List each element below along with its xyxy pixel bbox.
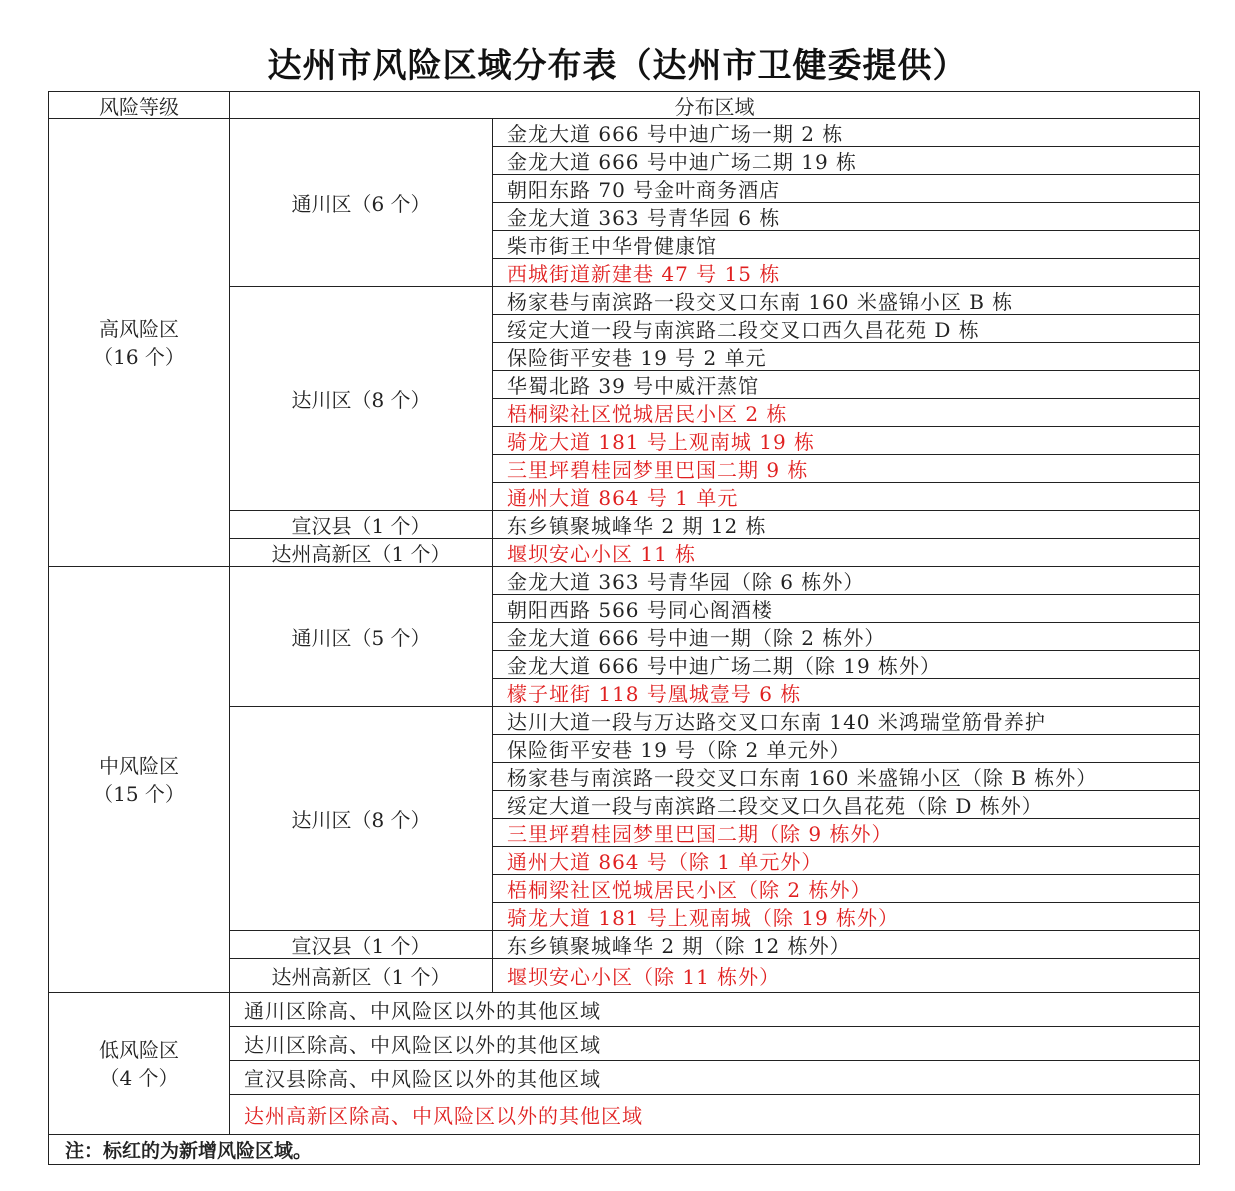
area-item-text: 金龙大道 666 号中迪广场一期 2 栋 [507, 122, 844, 146]
area-item-text: 金龙大道 666 号中迪一期（除 2 栋外） [507, 626, 886, 650]
area-item [493, 147, 1199, 175]
area-item-text: 三里坪碧桂园梦里巴国二期 9 栋 [507, 458, 809, 482]
area-item [493, 819, 1199, 847]
area-item-text: 梧桐梁社区悦城居民小区 2 栋 [507, 402, 788, 426]
area-item-text: 杨家巷与南滨路一段交叉口东南 160 米盛锦小区 B 栋 [507, 290, 1014, 314]
area-item-text: 达川区除高、中风险区以外的其他区域 [244, 1033, 601, 1057]
district-cell [230, 511, 493, 539]
district-name: 通川区（6 个） [291, 192, 431, 216]
low-area-item [230, 1095, 1199, 1135]
header-distribution-area [230, 92, 1199, 119]
header-risk-level [49, 92, 230, 119]
district-name: 达州高新区（1 个） [271, 965, 451, 989]
area-item-text: 金龙大道 666 号中迪广场二期（除 19 栋外） [507, 654, 942, 678]
area-item [493, 595, 1199, 623]
area-item [493, 511, 1199, 539]
area-item-text: 达州高新区除高、中风险区以外的其他区域 [244, 1104, 643, 1128]
area-item-text: 达川大道一段与万达路交叉口东南 140 米鸿瑞堂筋骨养护 [507, 710, 1046, 734]
area-item [493, 315, 1199, 343]
risk-level-count: （4 个） [99, 1065, 179, 1090]
area-item [493, 483, 1199, 511]
risk-level-count: （16 个） [93, 344, 185, 369]
area-item-text: 杨家巷与南滨路一段交叉口东南 160 米盛锦小区（除 B 栋外） [507, 766, 1098, 790]
area-item-text: 保险街平安巷 19 号（除 2 单元外） [507, 738, 851, 762]
risk-level-label: 中风险区 [99, 753, 179, 778]
footnote [49, 1135, 1199, 1164]
area-item [493, 119, 1199, 147]
low-area-item [230, 993, 1199, 1027]
district-cell [230, 287, 493, 511]
area-item-text: 通州大道 864 号（除 1 单元外） [507, 850, 823, 874]
area-item [493, 651, 1199, 679]
area-item [493, 259, 1199, 287]
area-item-text: 朝阳西路 566 号同心阁酒楼 [507, 598, 773, 622]
area-item-text: 堰坝安心小区 11 栋 [507, 542, 697, 566]
district-name: 通川区（5 个） [291, 626, 431, 650]
district-cell [230, 119, 493, 287]
area-item [493, 735, 1199, 763]
area-item [493, 959, 1199, 993]
district-name: 宣汉县（1 个） [291, 934, 431, 958]
area-item [493, 539, 1199, 567]
area-item-text: 东乡镇聚城峰华 2 期（除 12 栋外） [507, 934, 851, 958]
area-item [493, 707, 1199, 735]
district-cell [230, 959, 493, 993]
risk-table [48, 91, 1200, 1165]
area-item [493, 567, 1199, 595]
area-item [493, 343, 1199, 371]
area-item [493, 231, 1199, 259]
area-item [493, 903, 1199, 931]
area-item-text: 三里坪碧桂园梦里巴国二期（除 9 栋外） [507, 822, 893, 846]
area-item [493, 203, 1199, 231]
area-item [493, 791, 1199, 819]
area-item-text: 保险街平安巷 19 号 2 单元 [507, 346, 767, 370]
district-cell [230, 567, 493, 707]
header-distribution-area-label: 分布区域 [674, 94, 755, 119]
page-title: 达州市风险区域分布表（达州市卫健委提供） [267, 46, 968, 86]
district-cell [230, 931, 493, 959]
area-item [493, 371, 1199, 399]
area-item [493, 679, 1199, 707]
area-item-text: 朝阳东路 70 号金叶商务酒店 [507, 178, 781, 202]
area-item [493, 623, 1199, 651]
area-item [493, 455, 1199, 483]
district-cell [230, 707, 493, 931]
area-item [493, 399, 1199, 427]
area-item-text: 堰坝安心小区（除 11 栋外） [507, 965, 781, 989]
area-item [493, 875, 1199, 903]
area-item-text: 华蜀北路 39 号中威汗蒸馆 [507, 374, 760, 398]
area-item [493, 847, 1199, 875]
area-item-text: 西城街道新建巷 47 号 15 栋 [507, 262, 781, 286]
district-cell [230, 539, 493, 567]
area-item-text: 绥定大道一段与南滨路二段交叉口西久昌花苑 D 栋 [507, 318, 980, 342]
area-item [493, 287, 1199, 315]
district-name: 宣汉县（1 个） [291, 514, 431, 538]
area-item [493, 427, 1199, 455]
risk-level-label: 低风险区 [99, 1037, 179, 1062]
area-item-text: 东乡镇聚城峰华 2 期 12 栋 [507, 514, 767, 538]
area-item-text: 檬子垭街 118 号凰城壹号 6 栋 [507, 682, 802, 706]
low-area-item [230, 1061, 1199, 1095]
low-area-item [230, 1027, 1199, 1061]
area-item-text: 梧桐梁社区悦城居民小区（除 2 栋外） [507, 878, 872, 902]
medium-risk-level-cell [49, 567, 230, 993]
footnote-text: 注：标红的为新增风险区域。 [65, 1140, 313, 1162]
area-item [493, 175, 1199, 203]
high-risk-level-cell [49, 119, 230, 567]
area-item-text: 骑龙大道 181 号上观南城 19 栋 [507, 430, 816, 454]
area-item [493, 931, 1199, 959]
area-item-text: 金龙大道 666 号中迪广场二期 19 栋 [507, 150, 858, 174]
header-risk-level-label: 风险等级 [99, 94, 179, 119]
risk-level-label: 高风险区 [99, 316, 179, 341]
area-item-text: 通川区除高、中风险区以外的其他区域 [244, 999, 601, 1023]
area-item-text: 宣汉县除高、中风险区以外的其他区域 [244, 1067, 601, 1091]
area-item [493, 763, 1199, 791]
area-item-text: 柴市街王中华骨健康馆 [507, 234, 717, 258]
area-item-text: 金龙大道 363 号青华园（除 6 栋外） [507, 570, 865, 594]
area-item-text: 通州大道 864 号 1 单元 [507, 486, 739, 510]
district-name: 达州高新区（1 个） [271, 542, 451, 566]
district-name: 达川区（8 个） [291, 388, 431, 412]
area-item-text: 金龙大道 363 号青华园 6 栋 [507, 206, 781, 230]
risk-level-count: （15 个） [93, 781, 185, 806]
area-item-text: 绥定大道一段与南滨路二段交叉口久昌花苑（除 D 栋外） [507, 794, 1043, 818]
low-risk-level-cell [49, 993, 230, 1135]
district-name: 达川区（8 个） [291, 808, 431, 832]
area-item-text: 骑龙大道 181 号上观南城（除 19 栋外） [507, 906, 900, 930]
